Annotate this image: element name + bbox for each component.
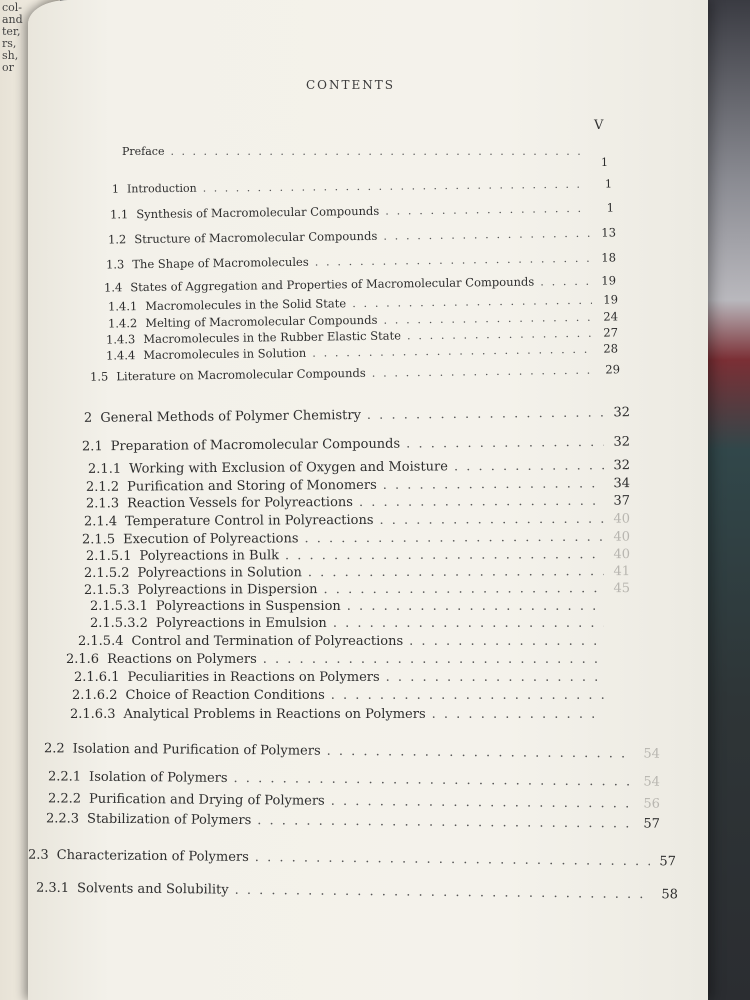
toc-entry: 2.1.5.2 Polyreactions in Solution . . . 41 <box>84 564 630 581</box>
toc-entry: 2.1.5.1 Polyreactions in Bulk . . . 40 <box>86 547 630 564</box>
book-page <box>28 0 708 1000</box>
toc-entry: 2.1.6.2 Choice of Reaction Conditions . . . <box>72 688 630 703</box>
toc-entry: 2.1.5.4 Control and Termination of Polyreactions . . . <box>78 634 630 649</box>
toc-entry: 2.1.1 Working with Exclusion of Oxygen and Moisture . . . 32 <box>88 458 630 477</box>
toc-entry: 2.2.2 Purification and Drying of Polymers . . . 56 <box>48 791 660 811</box>
toc-entry: 1 <box>601 156 608 169</box>
toc-entry: 2.2 Isolation and Purification of Polymers . . . 54 <box>44 741 660 761</box>
preface-page-number: V <box>594 118 604 133</box>
toc-entry: 1 Introduction . . . 1 <box>112 177 612 195</box>
toc-entry: 2.2.3 Stabilization of Polymers . . . 57 <box>46 811 660 831</box>
toc-entry: 2.1 Preparation of Macromolecular Compounds . . . 32 <box>82 435 630 455</box>
toc-entry: 1.4.3 Macromolecules in the Rubber Elastic State . . . 27 <box>106 325 618 346</box>
prev-page-text: col- <box>2 1 23 14</box>
toc-entry: 2 General Methods of Polymer Chemistry . . . 32 <box>84 405 630 426</box>
toc-entry: 2.1.3 Reaction Vessels for Polyreactions . . . 37 <box>86 494 630 512</box>
page-title: CONTENTS <box>306 78 396 92</box>
toc-entry: 2.1.2 Purification and Storing of Monomers . . . 34 <box>86 476 630 495</box>
toc-entry: 1.4.2 Melting of Macromolecular Compounds . . . 24 <box>108 309 618 330</box>
toc-entry: 2.1.6.1 Peculiarities in Reactions on Polymers . . . <box>74 670 630 685</box>
toc-entry: 1.5 Literature on Macromolecular Compounds . . . 29 <box>90 362 620 383</box>
toc-entry: 2.1.5 Execution of Polyreactions . . . 40 <box>82 530 630 548</box>
toc-entry: 1.4.4 Macromolecules in Solution . . . 28 <box>106 341 618 362</box>
prev-page-text: rs, <box>2 37 17 50</box>
prev-page-text: or <box>2 61 14 74</box>
toc-entry: 2.2.1 Isolation of Polymers . . . 54 <box>48 769 660 789</box>
toc-entry: 1.4 States of Aggregation and Properties of Macromolecular Compounds . . . 19 <box>104 273 616 294</box>
toc-entry: Preface . . . <box>114 145 614 158</box>
toc-entry: 2.1.6.3 Analytical Problems in Reactions on Polymers . . . <box>70 707 630 722</box>
toc-entry: 1.2 Structure of Macromolecular Compounds . . . 13 <box>108 225 616 246</box>
toc-entry: 1.3 The Shape of Macromolecules . . . 18 <box>106 250 616 271</box>
prev-page-text: and <box>2 13 23 26</box>
prev-page-text: sh, <box>2 49 19 62</box>
prev-page-text: ter, <box>2 25 21 38</box>
toc-entry: 2.3 Characterization of Polymers . . . 57 <box>28 848 676 870</box>
toc-entry: 2.1.5.3 Polyreactions in Dispersion . . . 45 <box>84 581 630 598</box>
toc-entry: 2.1.4 Temperature Control in Polyreactions . . . 40 <box>84 512 630 530</box>
toc-entry: 2.1.5.3.2 Polyreactions in Emulsion . . . <box>90 616 630 631</box>
toc-entry: 2.3.1 Solvents and Solubility . . . 58 <box>36 881 678 903</box>
toc-entry: 2.1.5.3.1 Polyreactions in Suspension . . . <box>90 599 630 614</box>
toc-entry: 2.1.6 Reactions on Polymers . . . <box>66 652 630 667</box>
toc-entry: 1.4.1 Macromolecules in the Solid State . . . 19 <box>108 292 618 313</box>
toc-entry: 1.1 Synthesis of Macromolecular Compounds . . . 1 <box>110 200 614 221</box>
